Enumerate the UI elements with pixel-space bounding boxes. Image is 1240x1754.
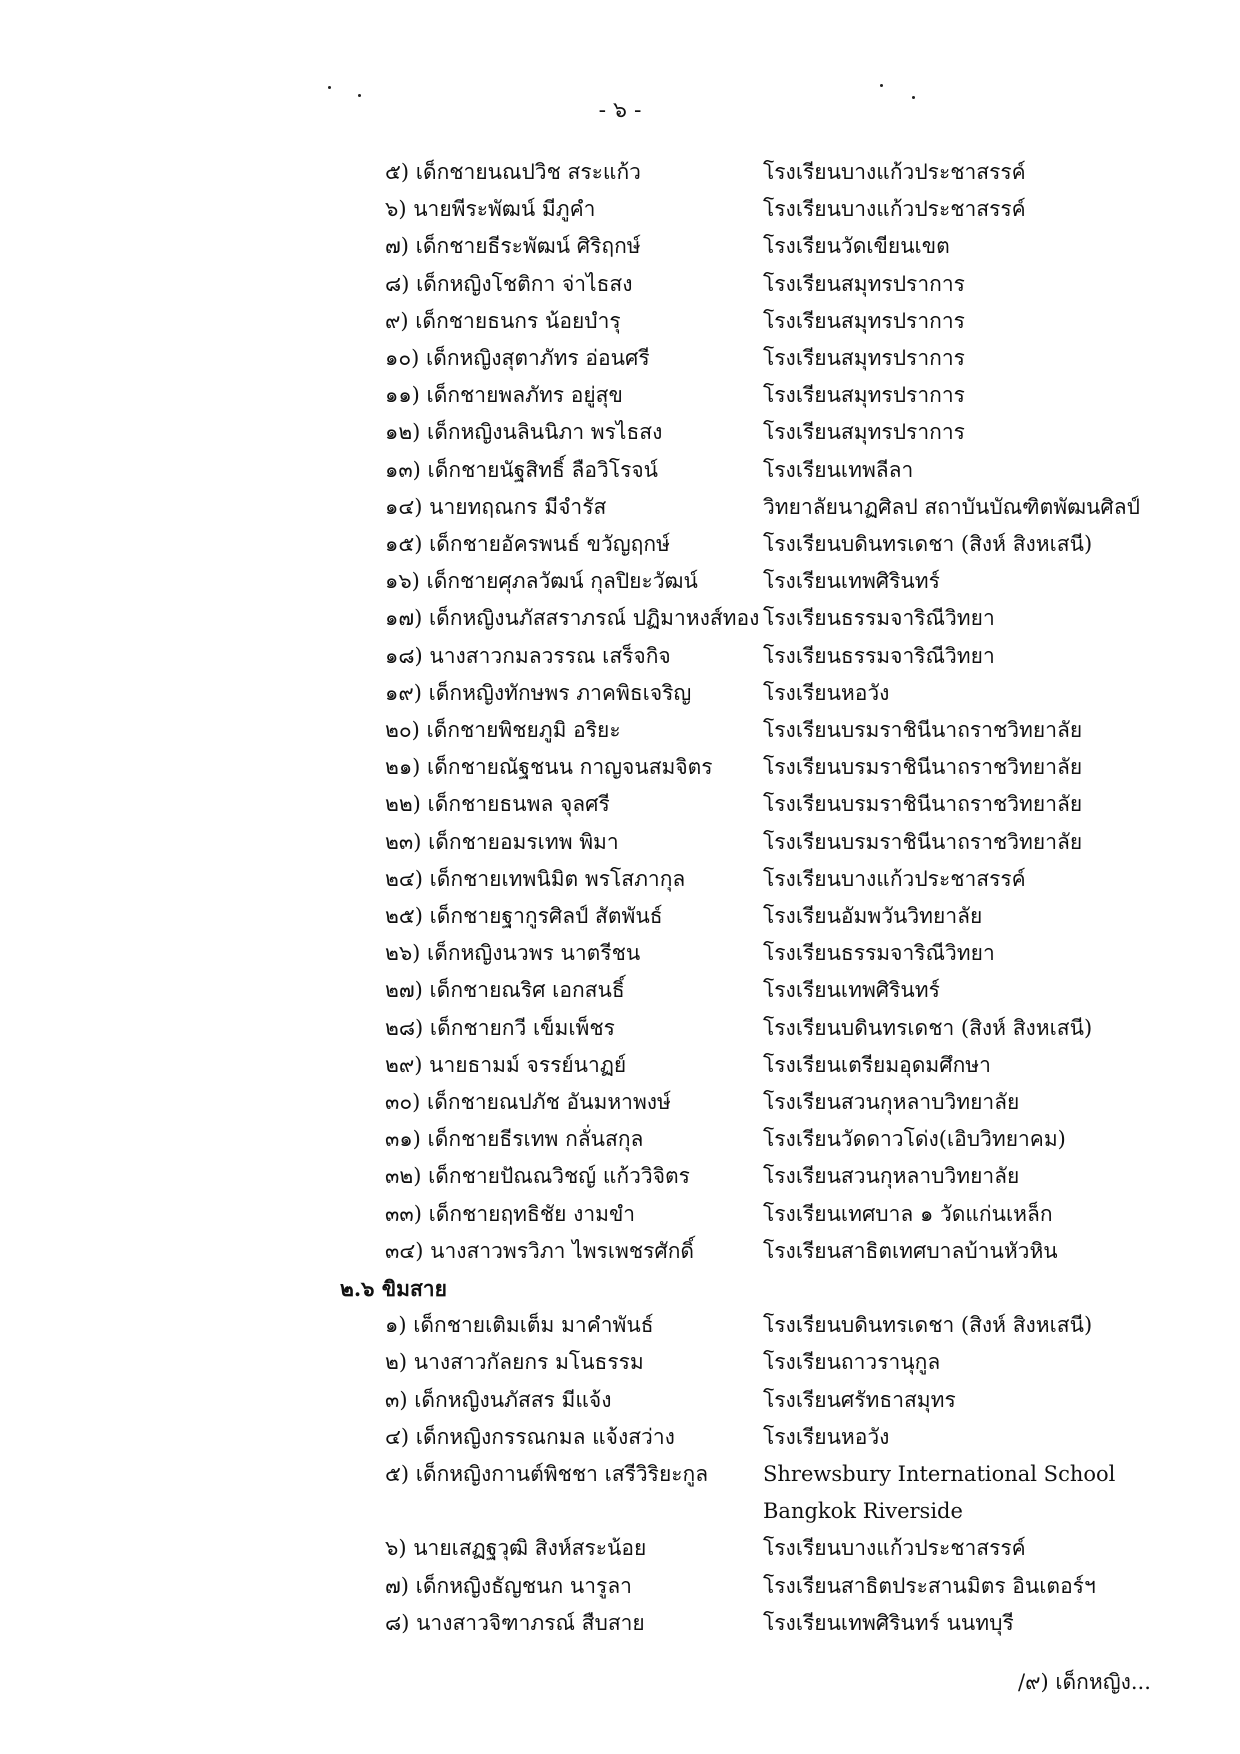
participant-name: ๓๔) นางสาวพรวิภา ไพรเพชรศักดิ์ — [385, 1238, 695, 1263]
participant-name: ๒๓) เด็กชายอมรเทพ พิมา — [385, 829, 619, 854]
list-item — [0, 489, 1240, 526]
list-item — [0, 749, 1240, 786]
list-item — [0, 1010, 1240, 1047]
participant-name: ๑๖) เด็กชายศุภลวัฒน์ กุลปิยะวัฒน์ — [385, 569, 698, 594]
school-name: โรงเรียนสมุทรปราการ — [763, 420, 965, 445]
school-name: โรงเรียนเทพศิรินทร์ — [763, 978, 940, 1003]
participant-name: ๒๘) เด็กชายกวี เข็มเพ็ชร — [385, 1015, 615, 1040]
participant-name: ๓๑) เด็กชายธีรเทพ กลั่นสกุล — [385, 1127, 644, 1152]
school-name: โรงเรียนสวนกุหลาบวิทยาลัย — [763, 1090, 1020, 1114]
scan-mark — [880, 84, 883, 87]
list-item — [0, 1084, 1240, 1121]
page-number: - ๖ - — [598, 98, 642, 123]
participant-name: ๒๔) เด็กชายเทพนิมิต พรโสภากุล — [385, 866, 686, 891]
participant-name: ๑๓) เด็กชายนัฐสิทธิ์ ลือวิโรจน์ — [385, 457, 659, 482]
school-name: วิทยาลัยนาฏศิลป สถาบันบัณฑิตพัฒนศิลป์ — [763, 494, 1140, 519]
list-item — [0, 1419, 1240, 1456]
school-name: โรงเรียนสวนกุหลาบวิทยาลัย — [763, 1164, 1020, 1189]
list-item — [0, 1344, 1240, 1381]
participant-name: ๕) เด็กชายนณปวิช สระแก้ว — [385, 160, 641, 184]
school-name: โรงเรียนเทพลีลา — [763, 457, 914, 482]
school-name: โรงเรียนบดินทรเดชา (สิงห์ สิงหเสนี) — [763, 1313, 1093, 1338]
scan-mark — [328, 86, 331, 89]
participant-name: ๒๕) เด็กชายฐากูรศิลป์ สัตพันธ์ — [385, 904, 663, 928]
school-name: โรงเรียนสาธิตเทศบาลบ้านหัวหิน — [763, 1238, 1058, 1263]
participant-name: ๓๓) เด็กชายฤทธิชัย งามขำ — [385, 1201, 636, 1226]
school-name: โรงเรียนเทพศิรินทร์ นนทบุรี — [763, 1610, 1014, 1635]
participant-name: ๔) เด็กหญิงกรรณกมล แจ้งสว่าง — [385, 1424, 675, 1449]
list-item — [0, 600, 1240, 637]
list-item — [0, 1568, 1240, 1605]
school-name: โรงเรียนวัดเขียนเขต — [763, 234, 950, 259]
school-name: โรงเรียนอัมพวันวิทยาลัย — [763, 904, 983, 928]
school-name: โรงเรียนหอวัง — [763, 680, 890, 705]
list-item — [0, 1158, 1240, 1195]
school-name: โรงเรียนเตรียมอุดมศึกษา — [763, 1052, 991, 1077]
school-name: โรงเรียนบางแก้วประชาสรรค์ — [763, 160, 1026, 184]
participant-name: ๒) นางสาวกัลยกร มโนธรรม — [385, 1350, 644, 1375]
school-name: โรงเรียนหอวัง — [763, 1424, 890, 1449]
list-item — [0, 340, 1240, 377]
school-name: โรงเรียนวัดดาวโด่ง(เอิบวิทยาคม) — [763, 1127, 1066, 1152]
list-item — [0, 228, 1240, 265]
participant-name: ๓) เด็กหญิงนภัสสร มีแจ้ง — [385, 1387, 612, 1412]
school-name: โรงเรียนศรัทธาสมุทร — [763, 1387, 956, 1412]
participant-name: ๒๒) เด็กชายธนพล จุลศรี — [385, 792, 610, 817]
school-name: Bangkok Riverside — [763, 1499, 963, 1524]
list-item — [0, 266, 1240, 303]
school-name: โรงเรียนสมุทรปราการ — [763, 383, 965, 408]
participant-name: ๙) เด็กชายธนกร น้อยบำรุ — [385, 308, 621, 333]
school-name: โรงเรียนถาวรานุกูล — [763, 1350, 941, 1375]
school-name: โรงเรียนบดินทรเดชา (สิงห์ สิงหเสนี) — [763, 532, 1093, 556]
participant-name: ๒๑) เด็กชายณัฐชนน กาญจนสมจิตร — [385, 755, 713, 780]
continuation-note: /๙) เด็กหญิง... — [1018, 1670, 1151, 1694]
school-name: โรงเรียนบรมราชินีนาถราชวิทยาลัย — [763, 755, 1083, 780]
participant-name: ๑) เด็กชายเติมเต็ม มาคำพันธ์ — [385, 1313, 654, 1338]
participant-name: ๒๗) เด็กชายณริศ เอกสนธิ์ — [385, 978, 625, 1003]
participant-name: ๑๐) เด็กหญิงสุตาภัทร อ่อนศรี — [385, 346, 650, 370]
participant-name: ๑๘) นางสาวกมลวรรณ เสร็จกิจ — [385, 643, 671, 668]
school-name: โรงเรียนบางแก้วประชาสรรค์ — [763, 866, 1026, 891]
school-name: โรงเรียนเทศบาล ๑ วัดแก่นเหล็ก — [763, 1201, 1053, 1226]
list-item — [0, 824, 1240, 861]
school-name: โรงเรียนบางแก้วประชาสรรค์ — [763, 1536, 1026, 1561]
school-name: โรงเรียนธรรมจาริณีวิทยา — [763, 643, 995, 668]
school-name: โรงเรียนธรรมจาริณีวิทยา — [763, 941, 995, 966]
participant-name: ๓๒) เด็กชายปัณณวิชญ์ แก้ววิจิตร — [385, 1164, 690, 1189]
list-item — [0, 452, 1240, 489]
list-item — [0, 1307, 1240, 1344]
participant-name: ๑๑) เด็กชายพลภัทร อยู่สุข — [385, 383, 623, 408]
school-name: โรงเรียนบรมราชินีนาถราชวิทยาลัย — [763, 792, 1083, 817]
participant-name: ๘) นางสาวจิฑาภรณ์ สืบสาย — [385, 1610, 645, 1635]
participant-name: ๒๖) เด็กหญิงนวพร นาตรีชน — [385, 941, 641, 966]
list-item — [0, 1605, 1240, 1642]
school-name: โรงเรียนสมุทรปราการ — [763, 346, 965, 370]
school-name: Shrewsbury International School — [763, 1462, 1116, 1486]
participant-name: ๑๙) เด็กหญิงทักษพร ภาคพิธเจริญ — [385, 680, 692, 705]
school-name: โรงเรียนเทพศิรินทร์ — [763, 569, 940, 594]
list-item — [0, 861, 1240, 898]
school-name: โรงเรียนบรมราชินีนาถราชวิทยาลัย — [763, 829, 1083, 854]
participant-name: ๘) เด็กหญิงโชติกา จ่าไธสง — [385, 271, 633, 296]
school-name: โรงเรียนบรมราชินีนาถราชวิทยาลัย — [763, 718, 1083, 742]
list-item — [0, 154, 1240, 191]
participant-name: ๒๐) เด็กชายพิชยภูมิ อริยะ — [385, 718, 621, 742]
list-item — [0, 1493, 1240, 1530]
list-item — [0, 712, 1240, 749]
participant-name: ๗) เด็กหญิงธัญชนก นารูลา — [385, 1573, 632, 1598]
list-item — [0, 675, 1240, 712]
school-name: โรงเรียนสมุทรปราการ — [763, 308, 965, 333]
school-name: โรงเรียนบางแก้วประชาสรรค์ — [763, 197, 1026, 222]
list-item — [0, 786, 1240, 823]
school-name: โรงเรียนบดินทรเดชา (สิงห์ สิงหเสนี) — [763, 1015, 1093, 1040]
list-item — [0, 935, 1240, 972]
school-name: โรงเรียนสมุทรปราการ — [763, 271, 965, 296]
participant-name: ๖) นายพีระพัฒน์ มีภูคำ — [385, 197, 596, 222]
list-item — [0, 1047, 1240, 1084]
school-name: โรงเรียนธรรมจาริณีวิทยา — [763, 606, 995, 631]
list-item — [0, 1233, 1240, 1270]
list-item — [0, 1456, 1240, 1493]
list-item — [0, 377, 1240, 414]
participant-name: ๓๐) เด็กชายณปภัช อันมหาพงษ์ — [385, 1090, 671, 1114]
school-name: โรงเรียนสาธิตประสานมิตร อินเตอร์ฯ — [763, 1573, 1096, 1598]
list-item — [0, 898, 1240, 935]
list-item — [0, 972, 1240, 1009]
participant-name: ๑๔) นายทฤณกร มีจำรัส — [385, 494, 607, 519]
participant-name: ๑๗) เด็กหญิงนภัสสราภรณ์ ปฏิมาหงส์ทอง — [385, 606, 760, 631]
participant-name: ๗) เด็กชายธีระพัฒน์ ศิริฤกษ์ — [385, 234, 641, 259]
list-item — [0, 303, 1240, 340]
list-item — [0, 191, 1240, 228]
participant-name: ๕) เด็กหญิงกานต์พิชชา เสรีวิริยะกูล — [385, 1462, 709, 1486]
list-item — [0, 1121, 1240, 1158]
participant-name: ๑๒) เด็กหญิงนลินนิภา พรไธสง — [385, 420, 663, 445]
participant-name: ๖) นายเสฏฐวุฒิ สิงห์สระน้อย — [385, 1536, 647, 1561]
participant-name: ๑๕) เด็กชายอัครพนธ์ ขวัญฤกษ์ — [385, 532, 670, 556]
list-item — [0, 563, 1240, 600]
participant-name: ๒๙) นายธามม์ จรรย์นาฏย์ — [385, 1052, 627, 1077]
list-item — [0, 1382, 1240, 1419]
list-item — [0, 1196, 1240, 1233]
list-item — [0, 1530, 1240, 1567]
list-item — [0, 638, 1240, 675]
list-item — [0, 526, 1240, 563]
list-item — [0, 414, 1240, 451]
section-title: ๒.๖ ขิมสาย — [340, 1276, 447, 1301]
